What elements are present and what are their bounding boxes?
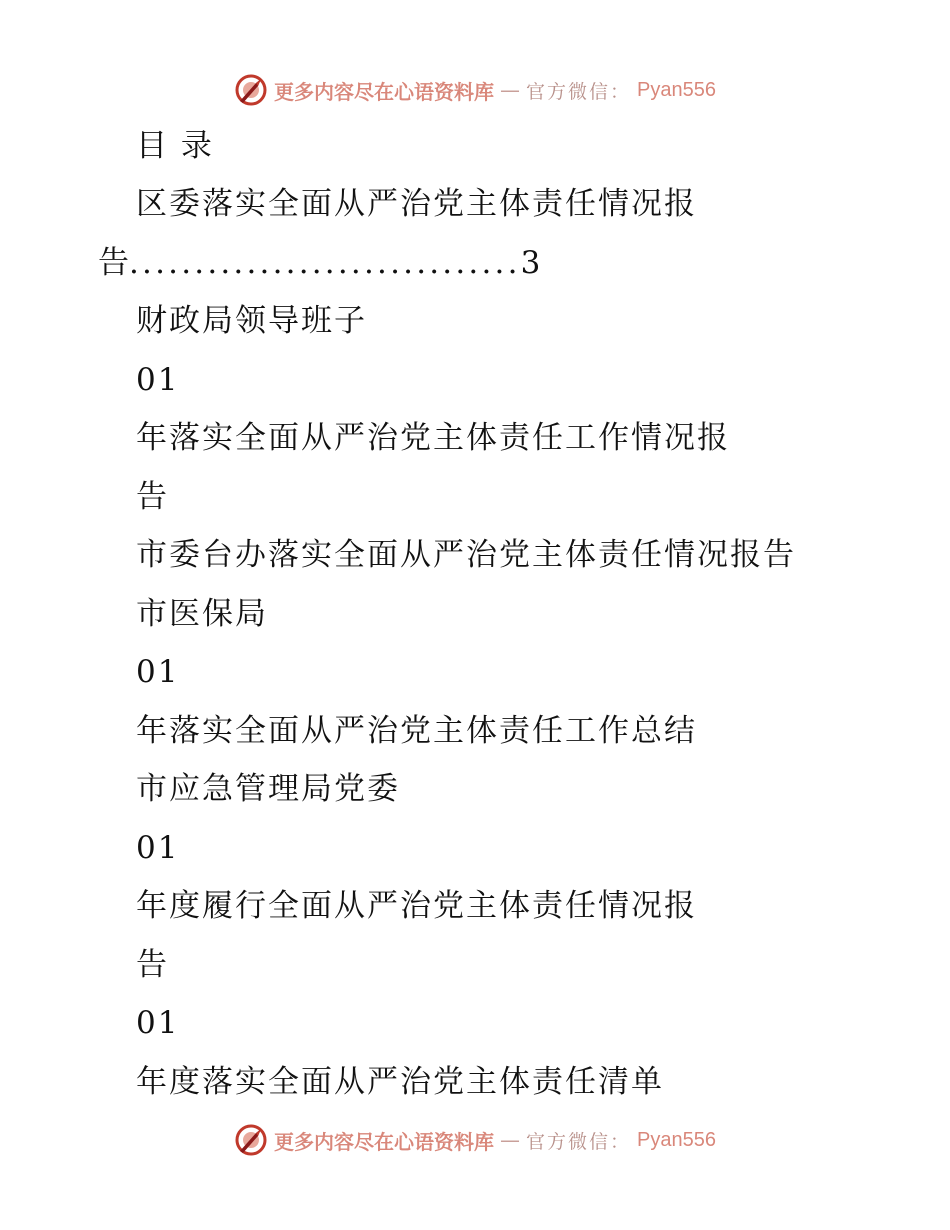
toc-line: 01 (136, 830, 180, 866)
toc-line: 告 (136, 479, 169, 515)
toc-line: 年落实全面从严治党主体责任工作总结 (136, 713, 697, 749)
pen-logo-icon (234, 1123, 268, 1157)
banner-library-text: 更多内容尽在心语资料库 (274, 79, 494, 104)
banner-separator: — (500, 78, 520, 102)
toc-entry-tail: 告 (98, 245, 129, 281)
banner-separator: — (500, 1128, 520, 1152)
footer-banner (0, 1120, 950, 1160)
toc-line: 市应急管理局党委 (136, 771, 400, 807)
toc-line: 01 (136, 1005, 180, 1041)
toc-line: 区委落实全面从严治党主体责任情况报 (136, 186, 697, 222)
toc-line: 告 (136, 947, 169, 983)
banner-wechat-label: 官方微信： (526, 80, 632, 103)
toc-line: 财政局领导班子 (136, 303, 367, 339)
toc-line: 年落实全面从严治党主体责任工作情况报 (136, 420, 730, 456)
pen-logo-icon (234, 73, 268, 107)
toc-line: 年度履行全面从严治党主体责任情况报 (136, 888, 697, 924)
toc-line: 市委台办落实全面从严治党主体责任情况报告 (136, 537, 796, 573)
toc-line: 01 (136, 654, 180, 690)
toc-heading: 目 录 (136, 128, 214, 164)
banner-wechat-label: 官方微信： (526, 1130, 632, 1153)
toc-page-number: 3 (520, 245, 541, 281)
header-banner (0, 70, 950, 110)
toc-leader-dots: .............................. (129, 245, 521, 281)
toc-line: 年度落实全面从严治党主体责任清单 (136, 1064, 664, 1100)
toc-dotted-entry (98, 234, 540, 292)
banner-wechat-id: Pyan556 (637, 1128, 716, 1151)
banner-library-text: 更多内容尽在心语资料库 (274, 1129, 494, 1154)
toc-line: 01 (136, 362, 180, 398)
toc-line: 市医保局 (136, 596, 268, 632)
banner-wechat-id: Pyan556 (637, 78, 716, 101)
